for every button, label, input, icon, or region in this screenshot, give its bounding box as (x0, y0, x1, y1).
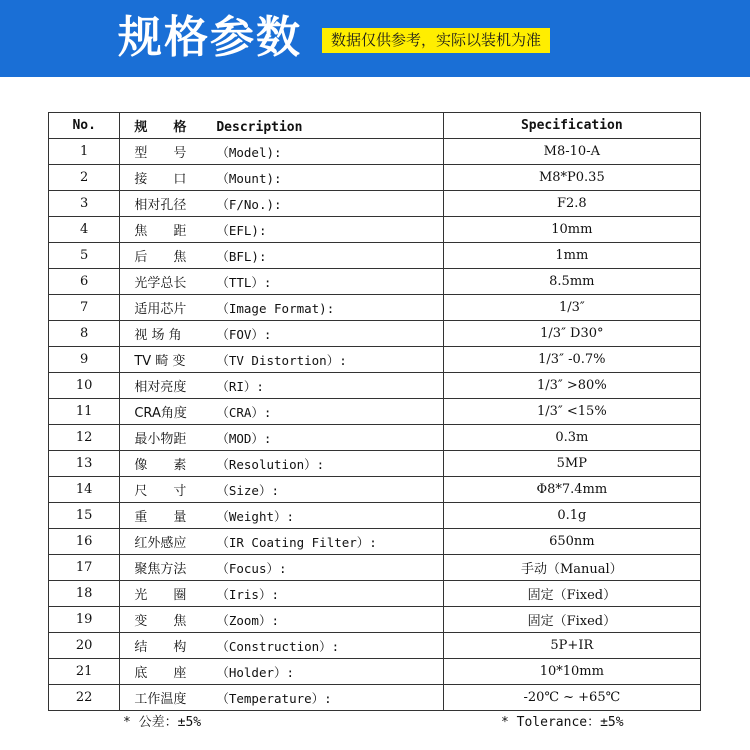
row-description-zh: 适用芯片 (134, 302, 187, 317)
row-number: 3 (49, 191, 120, 217)
row-description (120, 321, 443, 347)
row-description (120, 685, 443, 711)
spec-table-body (49, 139, 701, 711)
row-description-en: （Construction）: (216, 639, 340, 654)
table-row (49, 477, 701, 503)
disclaimer-badge: 数据仅供参考，实际以装机为准 (322, 28, 550, 53)
row-description-zh: CRA角度 (134, 406, 187, 421)
table-row (49, 529, 701, 555)
row-number: 12 (49, 425, 120, 451)
table-row (49, 191, 701, 217)
row-description (120, 139, 443, 165)
table-row (49, 633, 701, 659)
row-description-en: （F/No.): (216, 197, 282, 212)
row-description-zh: 像 素 (134, 458, 187, 473)
row-number: 15 (49, 503, 120, 529)
row-description-en: （TV Distortion）: (216, 353, 347, 368)
table-row (49, 269, 701, 295)
row-number: 13 (49, 451, 120, 477)
page-title: 规格参数 (118, 12, 302, 63)
table-row (49, 451, 701, 477)
row-specification: 1mm (443, 243, 700, 269)
row-description-en: （Mount): (216, 171, 282, 186)
row-specification: 固定（Fixed） (443, 581, 700, 607)
row-description (120, 217, 443, 243)
table-row (49, 399, 701, 425)
row-description-zh: 相对亮度 (134, 380, 187, 395)
row-description-en: （BFL): (216, 249, 267, 264)
row-description-zh: 视 场 角 (134, 328, 182, 343)
row-description (120, 399, 443, 425)
row-description (120, 373, 443, 399)
row-number: 14 (49, 477, 120, 503)
table-row (49, 607, 701, 633)
row-number: 19 (49, 607, 120, 633)
row-description-zh: 变 焦 (134, 614, 187, 629)
row-description (120, 165, 443, 191)
row-description-zh: TV 畸 变 (134, 354, 186, 369)
row-description-zh: 最小物距 (134, 432, 187, 447)
row-number: 10 (49, 373, 120, 399)
row-description-en: （RI）: (216, 379, 264, 394)
row-description-zh: 红外感应 (134, 536, 187, 551)
row-description (120, 659, 443, 685)
table-row (49, 347, 701, 373)
row-number: 6 (49, 269, 120, 295)
row-number: 16 (49, 529, 120, 555)
row-description-en: （FOV）: (216, 327, 272, 342)
row-description-zh: 底 座 (134, 666, 187, 681)
row-specification: 10mm (443, 217, 700, 243)
row-description-en: （Focus）: (216, 561, 287, 576)
row-description-en: （Weight）: (216, 509, 295, 524)
row-description-en: （Model): (216, 145, 282, 160)
row-specification: 8.5mm (443, 269, 700, 295)
row-description-en: （Zoom）: (216, 613, 279, 628)
row-number: 1 (49, 139, 120, 165)
row-specification: 1/3″ (443, 295, 700, 321)
row-specification: 10*10mm (443, 659, 700, 685)
row-number: 9 (49, 347, 120, 373)
table-row (49, 321, 701, 347)
spec-table (48, 112, 701, 711)
header-description-en: Description (216, 120, 303, 135)
row-specification: F2.8 (443, 191, 700, 217)
row-description (120, 607, 443, 633)
row-description (120, 269, 443, 295)
row-description-zh: 相对孔径 (134, 198, 187, 213)
row-number: 21 (49, 659, 120, 685)
row-description (120, 347, 443, 373)
row-number: 2 (49, 165, 120, 191)
row-description-en: （CRA）: (216, 405, 272, 420)
row-number: 20 (49, 633, 120, 659)
row-description-zh: 尺 寸 (134, 484, 187, 499)
row-description (120, 295, 443, 321)
row-description-zh: 焦 距 (134, 224, 187, 239)
row-number: 18 (49, 581, 120, 607)
row-number: 8 (49, 321, 120, 347)
row-description-zh: 接 口 (134, 172, 187, 187)
table-row (49, 555, 701, 581)
row-description-en: （Size）: (216, 483, 279, 498)
row-description (120, 555, 443, 581)
row-description-zh: 型 号 (134, 146, 187, 161)
row-specification: 650nm (443, 529, 700, 555)
row-description (120, 503, 443, 529)
table-row (49, 295, 701, 321)
table-row (49, 165, 701, 191)
table-row (49, 659, 701, 685)
table-row (49, 217, 701, 243)
row-description (120, 191, 443, 217)
row-description-zh: 聚焦方法 (134, 562, 187, 577)
row-number: 22 (49, 685, 120, 711)
header-description (120, 113, 443, 139)
row-description-en: （IR Coating Filter）: (216, 535, 377, 550)
table-row (49, 425, 701, 451)
row-description (120, 633, 443, 659)
row-description-en: （TTL）: (216, 275, 272, 290)
row-description (120, 477, 443, 503)
row-specification: 固定（Fixed） (443, 607, 700, 633)
row-specification: -20℃ ~ +65℃ (443, 685, 700, 711)
row-description-zh: 光学总长 (134, 276, 187, 291)
header-banner (0, 0, 750, 77)
table-row (49, 243, 701, 269)
row-specification: 1/3″ >80% (443, 373, 700, 399)
row-description (120, 425, 443, 451)
row-description-en: （Resolution）: (216, 457, 325, 472)
table-row (49, 581, 701, 607)
row-specification: 0.3m (443, 425, 700, 451)
row-description-zh: 结 构 (134, 640, 187, 655)
header-specification: Specification (443, 113, 700, 139)
row-specification: M8-10-A (443, 139, 700, 165)
row-description-en: （Holder）: (216, 665, 295, 680)
row-specification: Φ8*7.4mm (443, 477, 700, 503)
row-number: 11 (49, 399, 120, 425)
row-specification: 5P+IR (443, 633, 700, 659)
row-description-zh: 光 圈 (134, 588, 187, 603)
header-description-zh: 规 格 (134, 120, 187, 135)
row-description (120, 451, 443, 477)
row-number: 7 (49, 295, 120, 321)
header-no: No. (49, 113, 120, 139)
row-number: 17 (49, 555, 120, 581)
row-description-zh: 重 量 (134, 510, 187, 525)
row-description-zh: 工作温度 (134, 692, 187, 707)
row-specification: 1/3″ <15% (443, 399, 700, 425)
tolerance-note-en: * Tolerance：±5% (501, 715, 624, 730)
row-description-zh: 后 焦 (134, 250, 187, 265)
row-description-en: （EFL): (216, 223, 267, 238)
table-row (49, 373, 701, 399)
tolerance-note-zh: * 公差：±5% (123, 715, 202, 730)
row-description-en: （Iris）: (216, 587, 279, 602)
row-number: 4 (49, 217, 120, 243)
row-specification: 1/3″ D30° (443, 321, 700, 347)
table-row (49, 685, 701, 711)
table-row (49, 503, 701, 529)
row-description-en: （Image Format): (216, 301, 335, 316)
row-description-en: （Temperature）: (216, 691, 332, 706)
row-number: 5 (49, 243, 120, 269)
table-row (49, 139, 701, 165)
row-specification: 0.1g (443, 503, 700, 529)
row-specification: 手动（Manual） (443, 555, 700, 581)
table-header-row (49, 113, 701, 139)
row-specification: 1/3″ -0.7% (443, 347, 700, 373)
row-specification: 5MP (443, 451, 700, 477)
row-description (120, 529, 443, 555)
row-description (120, 243, 443, 269)
row-description (120, 581, 443, 607)
row-specification: M8*P0.35 (443, 165, 700, 191)
row-description-en: （MOD）: (216, 431, 272, 446)
